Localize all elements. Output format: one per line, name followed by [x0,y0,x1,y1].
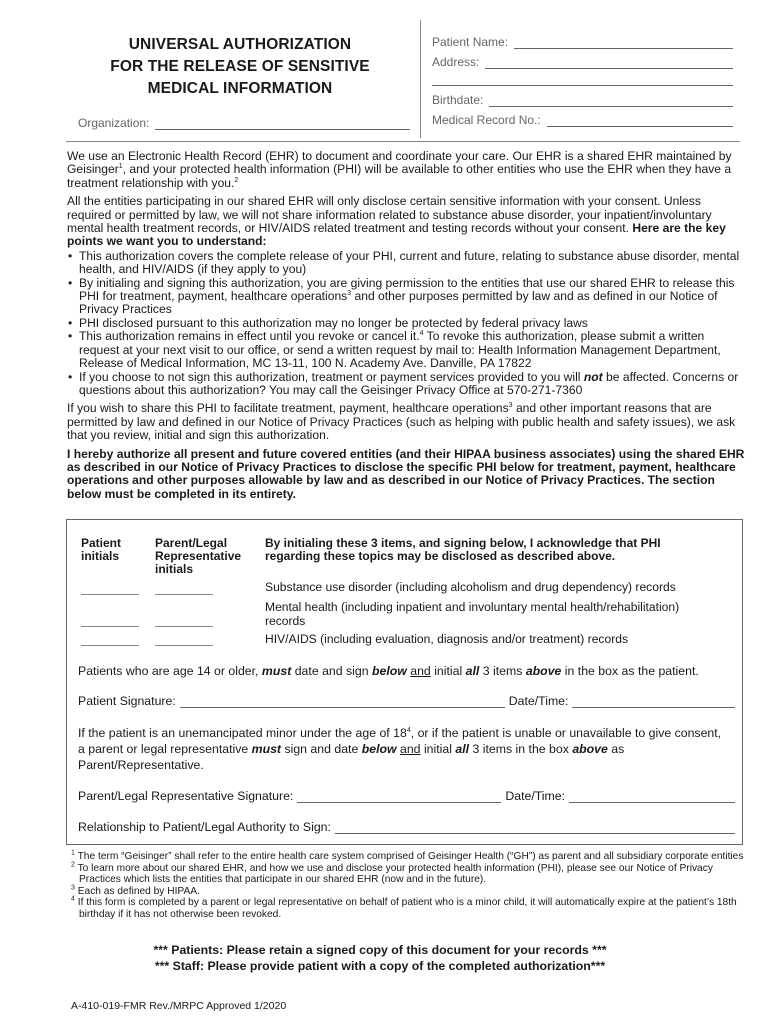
parent-initials-substance[interactable] [155,594,213,595]
patient-initials-mental-health[interactable] [81,626,139,627]
footnote-1: $^1$ The term “Geisinger” shall refer to the entire health care system comprised of Geisinger Health (“GH”) as parent and all subsidiary corporate entities [71,849,744,862]
organization-field[interactable]: Organization: [78,116,410,130]
acknowledgement-header: By initialing these 3 items, and signing below, I acknowledge that PHI regarding these topics may be disclosed as described above. [265,536,661,563]
footnote-2: $^2$ To learn more about our shared EHR, and how we use and disclose your protected health information (PHI), please see our Notice of Privacy Practices which lists the entities that participate in our shared EHR (now and in the future). [71,861,713,886]
birthdate-field[interactable]: Birthdate: [432,93,733,107]
patient-signature-field[interactable] [180,695,505,708]
item-mental-health: Mental health (including inpatient and involuntary mental health/rehabilitation) records [265,600,680,628]
list-item: • This authorization covers the complete release of your PHI, current and future, relating to substance abuse disorder, mental health, and HIV/AIDS (if they apply to you) [67,250,747,277]
item-hiv-aids: HIV/AIDS (including evaluation, diagnosis and/or treatment) records [265,632,628,646]
form-code: A-410-019-FMR Rev./MRPC Approved 1/2020 [71,1000,287,1012]
list-item: • This authorization remains in effect until you revoke or cancel it.$^4$ To revoke this authorization, please submit a written request at your next visit to our office, or send a written request by mail to: Health Information Management Department, Release of Medical Information, MC 13-11, 100 N. Academy Ave. Danville, PA 17822 [67,330,747,370]
patient-datetime-field[interactable] [572,695,735,708]
footnote-3: $^3$ Each as defined by HIPAA. [71,884,200,897]
parent-signature-field[interactable] [297,790,501,803]
parent-initials-mental-health[interactable] [155,626,213,627]
footnotes [71,851,751,921]
share-paragraph: If you wish to share this PHI to facilitate treatment, payment, healthcare operations$^3$ and other important reasons that are permitted by law and defined in our Notice of Privacy Practices (such as helping with public health and safety issues), we ask that you review, initial and sign this authorization. [67,401,736,443]
authorization-statement: I hereby authorize all present and future covered entities (and their HIPAA business associates) using the shared EHR as described in our Notice of Privacy Practices to disclose the specific PHI below for treatment, payment, healthcare operations and other purposes allowable by law and as described in our Notice of Privacy Practices. The section below must be completed in its entirety. [67,446,745,501]
footnote-4: $^4$ If this form is completed by a parent or legal representative on behalf of patient who is a minor child, it will automatically expire at the patient’s 18th birthday if it has not otherwise been revoked. [71,895,737,920]
patient-initials-hiv[interactable] [81,645,139,646]
patient-initials-header: Patient initials [81,536,122,563]
parent-datetime-field[interactable] [569,790,735,803]
parent-signature-row: Parent/Legal Representative Signature: Date/Time: [78,789,735,803]
consent-paragraph: All the entities participating in our shared EHR will only disclose certain sensitive information with your consent. Unless required or permitted by law, we will not share information related to substance abuse disorder, your inpatient/involuntary mental health treatment records, or HIV/AIDS related treatment and testing records without your consent. Here are the key points we want you to understand: [67,194,726,249]
header-bottom-rule [66,141,740,142]
medical-record-field[interactable]: Medical Record No.: [432,113,733,127]
relationship-row: Relationship to Patient/Legal Authority to Sign: [78,820,735,834]
patient-name-field[interactable]: Patient Name: [432,35,733,49]
authorization-body [67,150,747,506]
address-line-2[interactable] [432,85,733,86]
header-divider [420,20,421,138]
form-title: UNIVERSAL AUTHORIZATION FOR THE RELEASE OF SENSITIVE MEDICAL INFORMATION [110,36,370,97]
retention-notices: *** Patients: Please retain a signed copy of this document for your records *** *** Staff: Please provide patient with a copy of the completed authorization*** [153,943,607,973]
list-item: • PHI disclosed pursuant to this authorization may no longer be protected by federal privacy laws [67,317,747,330]
patient-initials-substance[interactable] [81,594,139,595]
address-field[interactable]: Address: [432,55,733,69]
age-instructions: Patients who are age 14 or older, must date and sign below and initial all 3 items above in the box as the patient. [78,664,699,678]
list-item: • By initialing and signing this authorization, you are giving permission to the entities that use our shared EHR to release this PHI for treatment, payment, healthcare operations$^3$ and other purposes permitted by law and as defined in our Notice of Privacy Practices [67,277,747,317]
list-item: • If you choose to not sign this authorization, treatment or payment services provided to you will not be affected. Concerns or questions about this authorization? You may call the Geisinger Privacy Office at 570-271-7360 [67,371,747,398]
parent-initials-header: Parent/Legal Representative initials [155,536,242,576]
intro-paragraph: We use an Electronic Health Record (EHR) to document and coordinate your care. Our EHR is a shared EHR maintained by Geisinger$^1$, and your protected health information (PHI) will be available to other entities who use the EHR when they have a treatment relationship with you.$^2$ [67,149,732,190]
key-points-list [67,250,747,397]
item-substance-use: Substance use disorder (including alcoholism and drug dependency) records [265,580,676,594]
relationship-field[interactable] [335,821,735,834]
patient-signature-row: Patient Signature: Date/Time: [78,694,735,708]
parent-initials-hiv[interactable] [155,645,213,646]
minor-instructions: If the patient is an unemancipated minor under the age of $18^4$, or if the patient is unable or unavailable to give consent, a parent or legal representative must sign and date below and initial all 3 items in the box above as Parent/Representative. [78,726,722,772]
